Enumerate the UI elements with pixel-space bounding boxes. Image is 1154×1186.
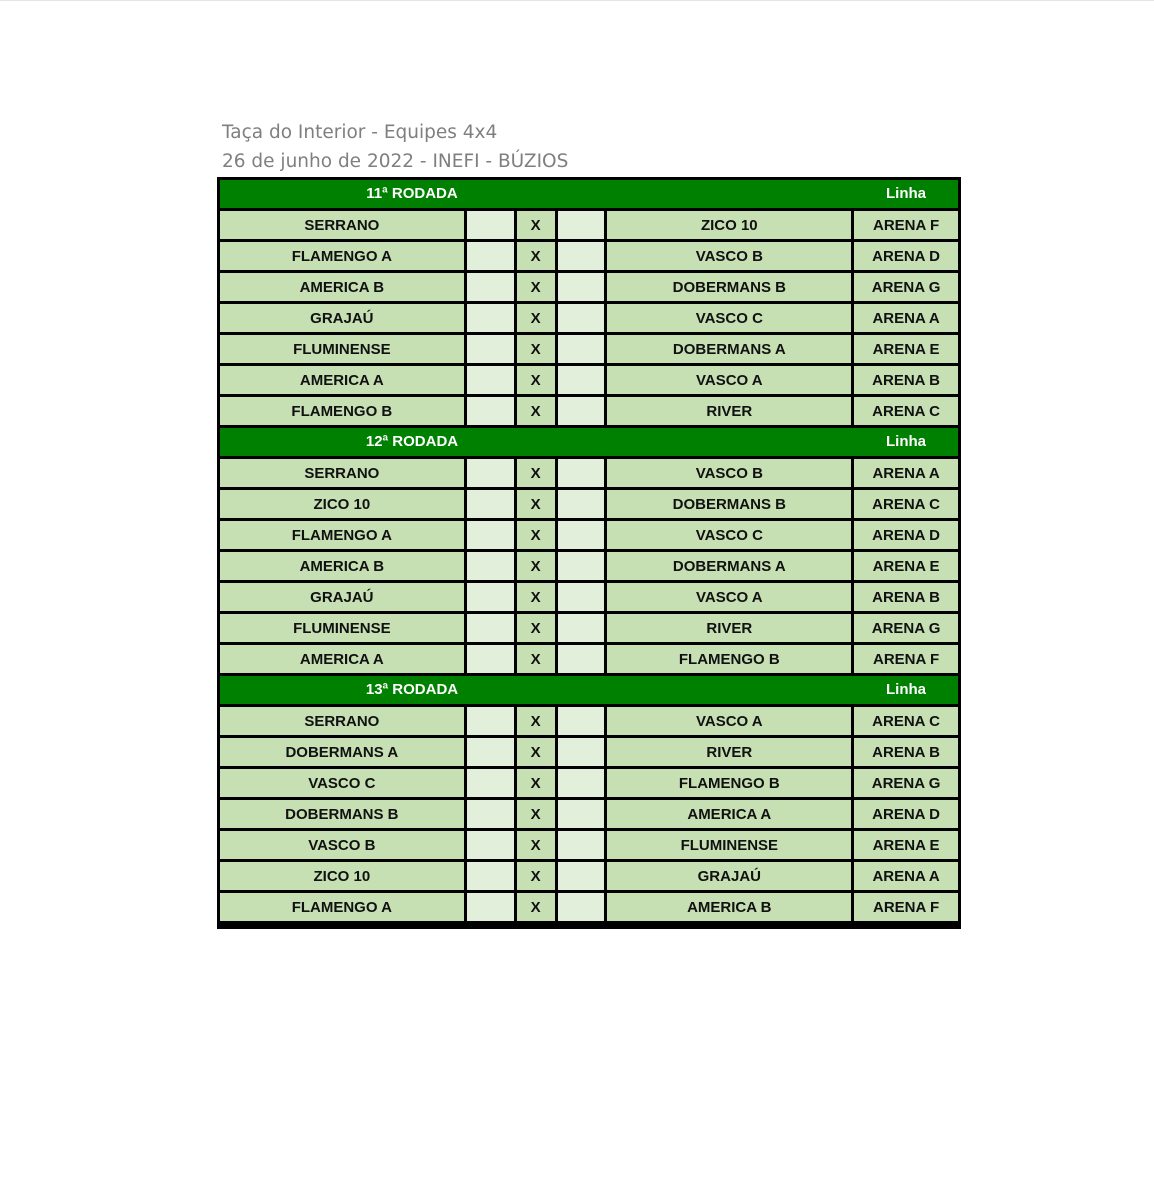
home-team: ZICO 10 bbox=[220, 490, 464, 518]
away-score-cell[interactable] bbox=[558, 242, 605, 270]
match-row bbox=[220, 304, 958, 332]
home-team: DOBERMANS A bbox=[220, 738, 464, 766]
away-team: VASCO A bbox=[607, 583, 851, 611]
home-score-cell[interactable] bbox=[467, 769, 514, 797]
linha-label: Linha bbox=[886, 433, 926, 450]
arena-cell: ARENA F bbox=[854, 893, 958, 921]
home-team: FLAMENGO A bbox=[220, 893, 464, 921]
away-score-cell[interactable] bbox=[558, 707, 605, 735]
arena-cell: ARENA B bbox=[854, 738, 958, 766]
away-team: DOBERMANS A bbox=[607, 552, 851, 580]
arena-cell: ARENA G bbox=[854, 614, 958, 642]
match-row bbox=[220, 521, 958, 549]
away-score-cell[interactable] bbox=[558, 459, 605, 487]
away-team: GRAJAÚ bbox=[607, 862, 851, 890]
versus-label: X bbox=[517, 862, 555, 890]
away-team: FLAMENGO B bbox=[607, 769, 851, 797]
home-team: GRAJAÚ bbox=[220, 583, 464, 611]
arena-cell: ARENA E bbox=[854, 831, 958, 859]
versus-label: X bbox=[517, 490, 555, 518]
away-score-cell[interactable] bbox=[558, 273, 605, 301]
versus-label: X bbox=[517, 304, 555, 332]
arena-cell: ARENA A bbox=[854, 459, 958, 487]
away-score-cell[interactable] bbox=[558, 800, 605, 828]
away-score-cell[interactable] bbox=[558, 769, 605, 797]
versus-label: X bbox=[517, 521, 555, 549]
versus-label: X bbox=[517, 707, 555, 735]
arena-cell: ARENA B bbox=[854, 366, 958, 394]
home-score-cell[interactable] bbox=[467, 366, 514, 394]
home-score-cell[interactable] bbox=[467, 800, 514, 828]
round-label: 13ª RODADA bbox=[365, 681, 459, 698]
home-team: AMERICA A bbox=[220, 645, 464, 673]
versus-label: X bbox=[517, 397, 555, 425]
arena-cell: ARENA A bbox=[854, 862, 958, 890]
versus-label: X bbox=[517, 800, 555, 828]
away-team: AMERICA B bbox=[607, 893, 851, 921]
home-score-cell[interactable] bbox=[467, 521, 514, 549]
home-team: AMERICA A bbox=[220, 366, 464, 394]
home-team: FLUMINENSE bbox=[220, 335, 464, 363]
home-team: SERRANO bbox=[220, 459, 464, 487]
away-team: FLAMENGO B bbox=[607, 645, 851, 673]
home-score-cell[interactable] bbox=[467, 459, 514, 487]
round-section bbox=[220, 180, 958, 425]
versus-label: X bbox=[517, 769, 555, 797]
away-team: VASCO C bbox=[607, 521, 851, 549]
document-subtitle: 26 de junho de 2022 - INEFI - BÚZIOS bbox=[222, 151, 569, 172]
versus-label: X bbox=[517, 211, 555, 239]
versus-label: X bbox=[517, 831, 555, 859]
round-label: 11ª RODADA bbox=[366, 185, 458, 202]
home-team: GRAJAÚ bbox=[220, 304, 464, 332]
away-team: FLUMINENSE bbox=[607, 831, 851, 859]
home-score-cell[interactable] bbox=[467, 335, 514, 363]
versus-label: X bbox=[517, 242, 555, 270]
versus-label: X bbox=[517, 645, 555, 673]
match-row bbox=[220, 583, 958, 611]
home-team: FLUMINENSE bbox=[220, 614, 464, 642]
round-header bbox=[220, 676, 958, 704]
match-row bbox=[220, 211, 958, 239]
arena-cell: ARENA D bbox=[854, 242, 958, 270]
arena-cell: ARENA C bbox=[854, 707, 958, 735]
home-score-cell[interactable] bbox=[467, 707, 514, 735]
match-row bbox=[220, 800, 958, 828]
match-row bbox=[220, 366, 958, 394]
away-score-cell[interactable] bbox=[558, 490, 605, 518]
away-team: DOBERMANS A bbox=[607, 335, 851, 363]
round-section bbox=[220, 428, 958, 673]
arena-cell: ARENA B bbox=[854, 583, 958, 611]
home-team: FLAMENGO B bbox=[220, 397, 464, 425]
away-team: VASCO C bbox=[607, 304, 851, 332]
away-team: VASCO A bbox=[607, 707, 851, 735]
arena-cell: ARENA E bbox=[854, 335, 958, 363]
versus-label: X bbox=[517, 583, 555, 611]
home-score-cell[interactable] bbox=[467, 211, 514, 239]
home-score-cell[interactable] bbox=[467, 614, 514, 642]
versus-label: X bbox=[517, 893, 555, 921]
home-team: SERRANO bbox=[220, 707, 464, 735]
top-divider bbox=[0, 0, 1154, 1]
versus-label: X bbox=[517, 614, 555, 642]
home-team: AMERICA B bbox=[220, 273, 464, 301]
schedule-table bbox=[217, 177, 961, 929]
home-score-cell[interactable] bbox=[467, 645, 514, 673]
away-score-cell[interactable] bbox=[558, 397, 605, 425]
away-score-cell[interactable] bbox=[558, 738, 605, 766]
away-team: AMERICA A bbox=[607, 800, 851, 828]
home-team: FLAMENGO A bbox=[220, 521, 464, 549]
home-team: DOBERMANS B bbox=[220, 800, 464, 828]
home-score-cell[interactable] bbox=[467, 273, 514, 301]
home-team: VASCO C bbox=[220, 769, 464, 797]
match-row bbox=[220, 397, 958, 425]
arena-cell: ARENA C bbox=[854, 397, 958, 425]
away-team: ZICO 10 bbox=[607, 211, 851, 239]
home-score-cell[interactable] bbox=[467, 738, 514, 766]
away-score-cell[interactable] bbox=[558, 366, 605, 394]
versus-label: X bbox=[517, 335, 555, 363]
away-team: RIVER bbox=[607, 397, 851, 425]
away-score-cell[interactable] bbox=[558, 645, 605, 673]
versus-label: X bbox=[517, 366, 555, 394]
home-score-cell[interactable] bbox=[467, 242, 514, 270]
match-row bbox=[220, 893, 958, 921]
away-team: RIVER bbox=[607, 614, 851, 642]
match-row bbox=[220, 769, 958, 797]
document-title: Taça do Interior - Equipes 4x4 bbox=[222, 122, 498, 143]
match-row bbox=[220, 614, 958, 642]
home-score-cell[interactable] bbox=[467, 304, 514, 332]
away-score-cell[interactable] bbox=[558, 583, 605, 611]
home-score-cell[interactable] bbox=[467, 583, 514, 611]
home-team: FLAMENGO A bbox=[220, 242, 464, 270]
away-score-cell[interactable] bbox=[558, 521, 605, 549]
arena-cell: ARENA E bbox=[854, 552, 958, 580]
away-score-cell[interactable] bbox=[558, 862, 605, 890]
away-score-cell[interactable] bbox=[558, 552, 605, 580]
away-team: VASCO B bbox=[607, 459, 851, 487]
match-row bbox=[220, 459, 958, 487]
away-team: RIVER bbox=[607, 738, 851, 766]
home-team: AMERICA B bbox=[220, 552, 464, 580]
match-row bbox=[220, 490, 958, 518]
arena-cell: ARENA F bbox=[854, 645, 958, 673]
home-score-cell[interactable] bbox=[467, 397, 514, 425]
arena-cell: ARENA C bbox=[854, 490, 958, 518]
match-row bbox=[220, 242, 958, 270]
linha-label: Linha bbox=[886, 681, 926, 698]
away-score-cell[interactable] bbox=[558, 335, 605, 363]
away-score-cell[interactable] bbox=[558, 211, 605, 239]
home-team: SERRANO bbox=[220, 211, 464, 239]
match-row bbox=[220, 707, 958, 735]
away-team: DOBERMANS B bbox=[607, 273, 851, 301]
round-header bbox=[220, 180, 958, 208]
away-score-cell[interactable] bbox=[558, 893, 605, 921]
home-score-cell[interactable] bbox=[467, 490, 514, 518]
match-row bbox=[220, 645, 958, 673]
match-row bbox=[220, 738, 958, 766]
arena-cell: ARENA D bbox=[854, 800, 958, 828]
arena-cell: ARENA D bbox=[854, 521, 958, 549]
away-score-cell[interactable] bbox=[558, 614, 605, 642]
arena-cell: ARENA A bbox=[854, 304, 958, 332]
round-header bbox=[220, 428, 958, 456]
home-score-cell[interactable] bbox=[467, 893, 514, 921]
versus-label: X bbox=[517, 738, 555, 766]
arena-cell: ARENA G bbox=[854, 769, 958, 797]
round-section bbox=[220, 676, 958, 921]
versus-label: X bbox=[517, 459, 555, 487]
away-team: VASCO A bbox=[607, 366, 851, 394]
away-score-cell[interactable] bbox=[558, 831, 605, 859]
linha-label: Linha bbox=[886, 185, 926, 202]
match-row bbox=[220, 862, 958, 890]
match-row bbox=[220, 552, 958, 580]
match-row bbox=[220, 831, 958, 859]
match-row bbox=[220, 273, 958, 301]
away-score-cell[interactable] bbox=[558, 304, 605, 332]
home-team: VASCO B bbox=[220, 831, 464, 859]
round-label: 12ª RODADA bbox=[365, 433, 459, 450]
arena-cell: ARENA G bbox=[854, 273, 958, 301]
versus-label: X bbox=[517, 552, 555, 580]
home-team: ZICO 10 bbox=[220, 862, 464, 890]
away-team: DOBERMANS B bbox=[607, 490, 851, 518]
home-score-cell[interactable] bbox=[467, 862, 514, 890]
versus-label: X bbox=[517, 273, 555, 301]
home-score-cell[interactable] bbox=[467, 831, 514, 859]
match-row bbox=[220, 335, 958, 363]
arena-cell: ARENA F bbox=[854, 211, 958, 239]
away-team: VASCO B bbox=[607, 242, 851, 270]
home-score-cell[interactable] bbox=[467, 552, 514, 580]
